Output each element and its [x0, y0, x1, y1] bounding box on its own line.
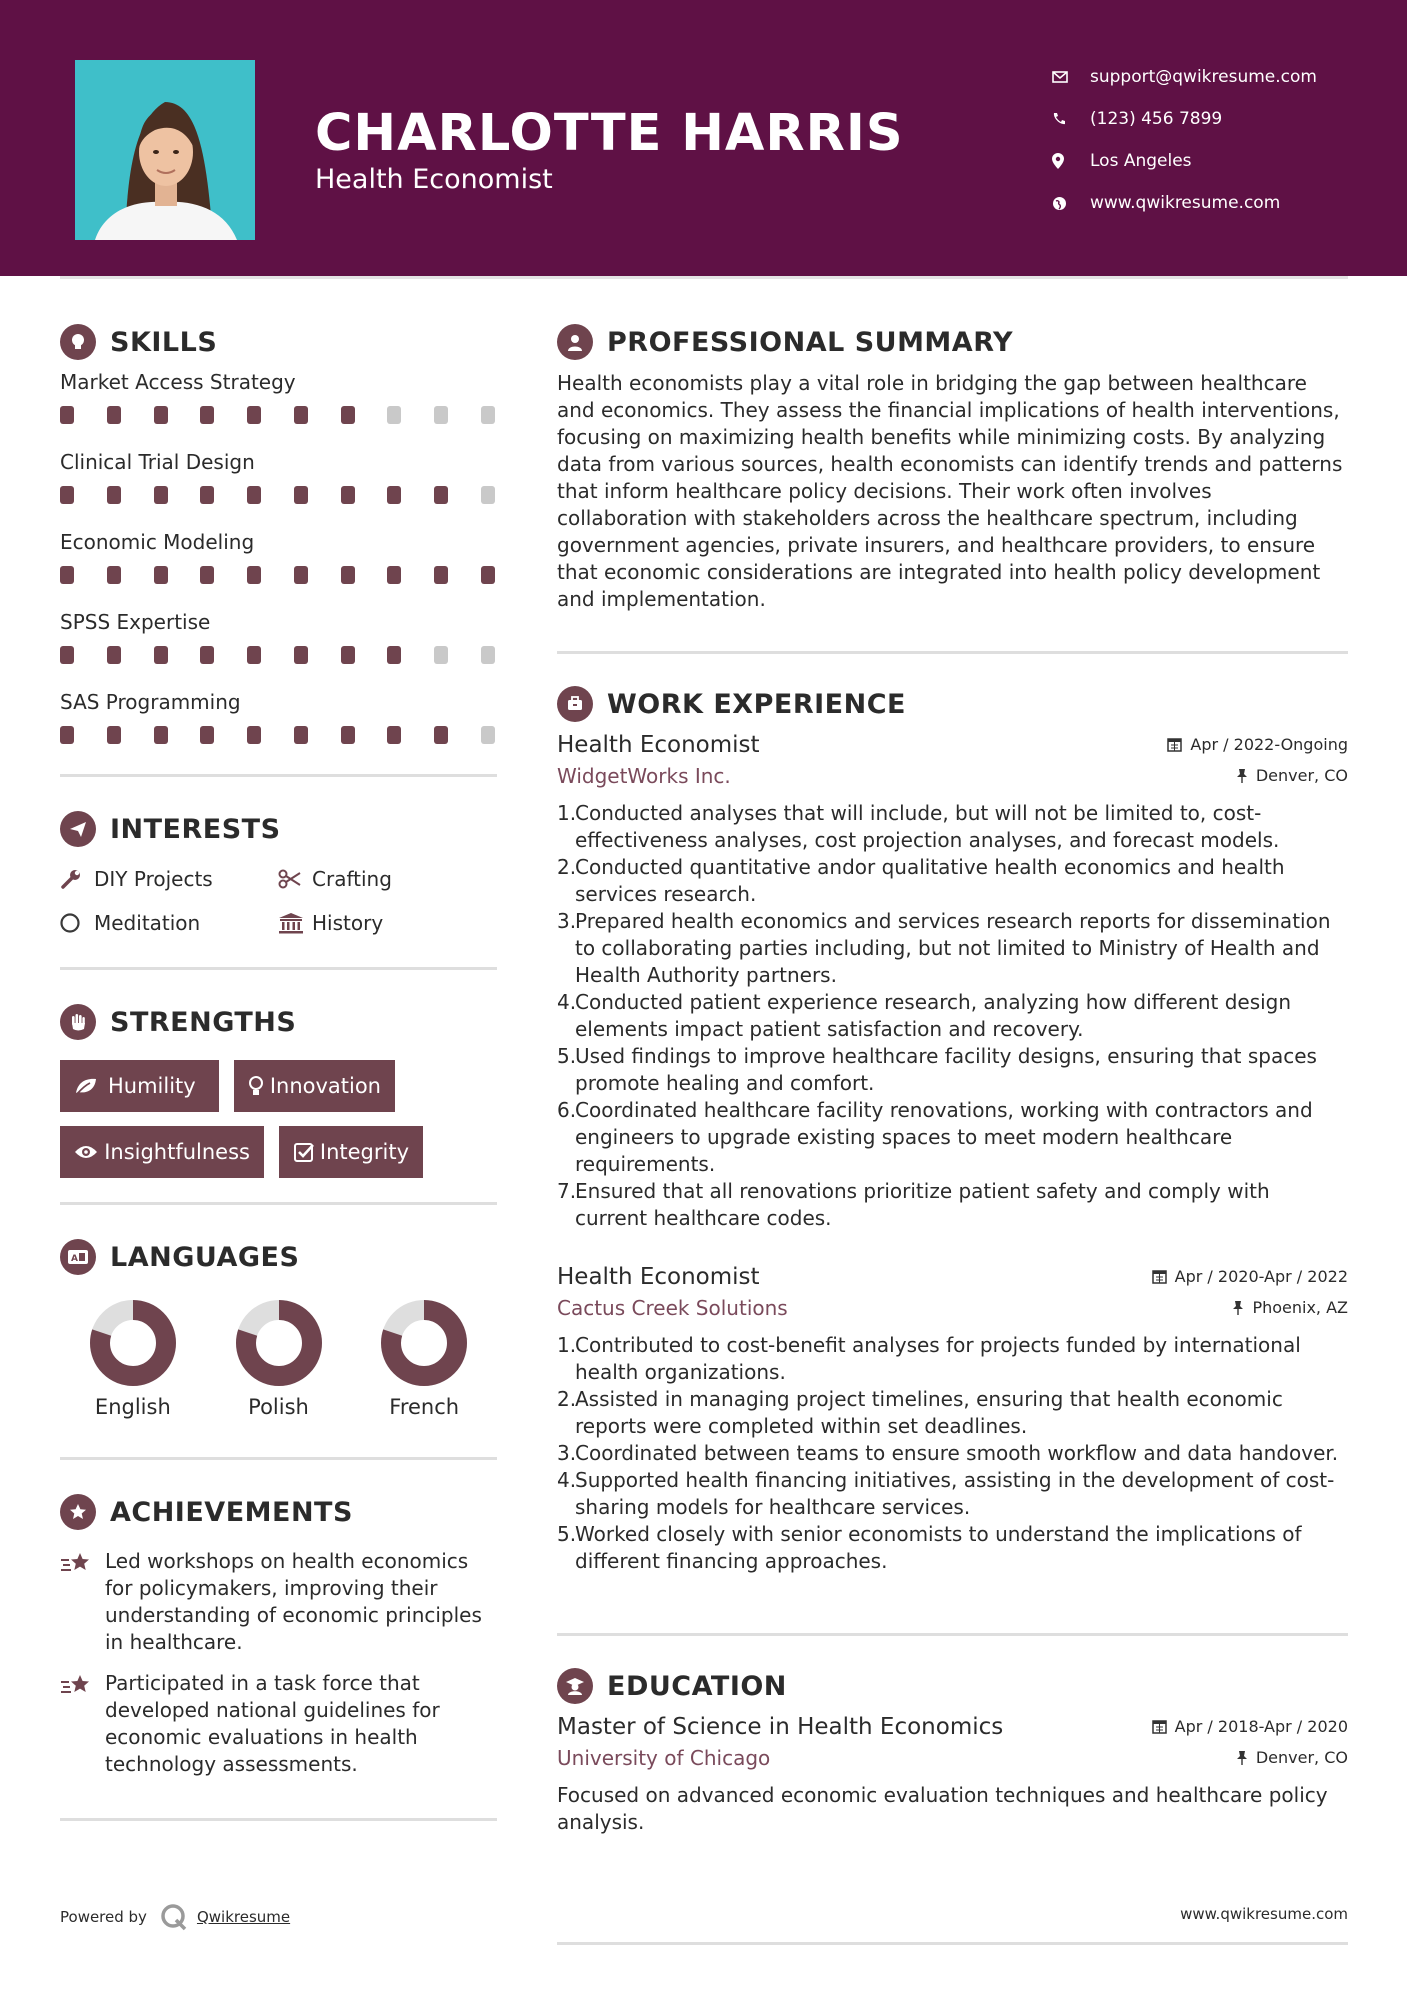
skill-rating	[60, 718, 497, 760]
skill-dot-filled	[434, 566, 448, 584]
skill-dot-filled	[107, 646, 121, 664]
degree-title: Master of Science in Health Economics	[557, 1714, 1004, 1740]
candidate-title: Health Economist	[315, 164, 553, 195]
achievements-heading: ACHIEVEMENTS	[60, 1490, 497, 1534]
skill-dot-empty	[434, 406, 448, 424]
strength-chip: Insightfulness	[60, 1126, 264, 1178]
language-item	[206, 1299, 352, 1419]
skill-dot-filled	[247, 406, 261, 424]
job-dates: Apr / 2020-Apr / 2022	[1152, 1267, 1348, 1286]
skill-rating	[60, 638, 497, 680]
school-name: University of Chicago	[557, 1746, 771, 1770]
duty-item: 4. Conducted patient experience research, analyzing how different design elements impact patient satisfaction and recovery.	[557, 990, 1292, 1041]
duty-item: 3. Coordinated between teams to ensure smooth workflow and data handover.	[557, 1441, 1339, 1465]
skill-rating	[60, 558, 497, 600]
job-entry	[557, 732, 1348, 1232]
section-divider	[557, 651, 1348, 654]
duty-item: 5. Used findings to improve healthcare facility designs, ensuring that spaces promote healing and comfort.	[557, 1044, 1317, 1095]
job-title: Health Economist	[557, 1264, 760, 1290]
strength-chip: Integrity	[279, 1126, 423, 1178]
duty-item: 3. Prepared health economics and services research reports for dissemination to collaborating parties including, but not limited to Ministry of Health and Health Authority partners.	[557, 909, 1331, 987]
summary-heading: PROFESSIONAL SUMMARY	[557, 320, 1348, 364]
contact-location	[1052, 140, 1382, 182]
skill-dot-filled	[200, 726, 214, 744]
paper-plane-icon	[60, 811, 96, 847]
strengths-heading: STRENGTHS	[60, 1000, 497, 1044]
skill-dot-filled	[481, 566, 495, 584]
pushpin-icon	[1236, 768, 1248, 783]
contact-website[interactable]	[1052, 182, 1382, 224]
skill-rating	[60, 398, 497, 440]
section-divider	[60, 1457, 497, 1460]
skill-dot-filled	[387, 646, 401, 664]
skill-dot-empty	[481, 726, 495, 744]
duty-item: 7. Ensured that all renovations prioritize patient safety and comply with current healthcare codes.	[557, 1179, 1270, 1230]
interest-item: DIY Projects	[60, 863, 278, 895]
eye-icon	[74, 1144, 104, 1160]
skill-name: Clinical Trial Design	[60, 450, 255, 474]
map-pin-icon	[1052, 153, 1090, 169]
job-title: Health Economist	[557, 732, 760, 758]
skill-dot-filled	[60, 406, 74, 424]
skill-dot-empty	[481, 406, 495, 424]
section-divider	[60, 774, 497, 777]
contact-phone[interactable]	[1052, 98, 1382, 140]
contact-phone-text: (123) 456 7899	[1090, 109, 1223, 129]
language-item	[60, 1299, 206, 1419]
strength-chip: Innovation	[234, 1060, 395, 1112]
skills-list	[60, 366, 497, 760]
skill-dot-filled	[294, 726, 308, 744]
pushpin-icon	[1232, 1300, 1244, 1315]
contact-location-text: Los Angeles	[1090, 151, 1192, 171]
circle-icon	[60, 912, 94, 934]
star-badge-icon	[60, 1494, 96, 1530]
calendar-icon	[1152, 1269, 1167, 1284]
wrench-icon	[60, 868, 94, 890]
duty-item: 5. Worked closely with senior economists to understand the implications of different financing approaches.	[557, 1522, 1302, 1573]
skill-item	[60, 526, 497, 600]
calendar-icon	[1167, 737, 1182, 752]
leaf-icon	[74, 1076, 108, 1096]
skill-dot-filled	[154, 726, 168, 744]
skill-name: Market Access Strategy	[60, 370, 296, 394]
envelope-icon	[1052, 71, 1090, 83]
right-column	[557, 320, 1348, 1836]
contact-list	[1052, 56, 1382, 224]
skill-dot-filled	[247, 486, 261, 504]
education-location: Denver, CO	[1236, 1748, 1348, 1767]
skill-dot-empty	[434, 646, 448, 664]
qwikresume-logo-icon	[159, 1902, 189, 1932]
contact-email[interactable]	[1052, 56, 1382, 98]
duty-item: 2. Assisted in managing project timelines, ensuring that health economic reports were completed within set deadlines.	[557, 1387, 1283, 1438]
skill-dot-filled	[200, 486, 214, 504]
footer-powered-by: Powered by Qwikresume	[60, 1902, 290, 1932]
interest-item: Crafting	[278, 863, 496, 895]
strengths-list	[60, 1060, 497, 1178]
duties-list	[557, 1332, 1348, 1575]
candidate-name: CHARLOTTE HARRIS	[315, 104, 904, 163]
language-item	[351, 1299, 497, 1419]
skill-dot-filled	[107, 406, 121, 424]
shooting-star-icon	[60, 1670, 105, 1778]
language-label: French	[389, 1395, 460, 1419]
skill-dot-filled	[434, 726, 448, 744]
skill-dot-filled	[154, 566, 168, 584]
skill-dot-filled	[200, 646, 214, 664]
skill-dot-filled	[387, 486, 401, 504]
pushpin-icon	[1236, 1750, 1248, 1765]
language-donut	[89, 1299, 177, 1387]
footer-divider	[557, 1942, 1348, 1945]
skill-dot-filled	[154, 486, 168, 504]
language-label: English	[94, 1395, 171, 1419]
duty-item: 1. Conducted analyses that will include, but will not be limited to, cost-effectiveness analyses, cost projection analyses, and forecast models.	[557, 801, 1280, 852]
shooting-star-icon	[60, 1548, 105, 1656]
user-icon	[557, 324, 593, 360]
skill-dot-filled	[60, 566, 74, 584]
skill-dot-filled	[341, 646, 355, 664]
skill-dot-filled	[247, 726, 261, 744]
languages-heading: A LANGUAGES	[60, 1235, 497, 1279]
skill-dot-filled	[200, 566, 214, 584]
duty-item: 4. Supported health financing initiatives, assisting in the development of cost-sharing models for healthcare services.	[557, 1468, 1335, 1519]
skill-dot-filled	[247, 646, 261, 664]
left-column	[60, 320, 497, 1821]
hand-icon	[60, 1004, 96, 1040]
skill-dot-filled	[294, 646, 308, 664]
lightbulb-icon	[60, 324, 96, 360]
strength-chip: Humility	[60, 1060, 219, 1112]
languages-list	[60, 1299, 497, 1419]
skill-dot-empty	[481, 486, 495, 504]
calendar-icon	[1152, 1719, 1167, 1734]
achievements-list	[60, 1548, 497, 1778]
skill-dot-filled	[294, 566, 308, 584]
skill-dot-filled	[107, 486, 121, 504]
job-entry	[557, 1264, 1348, 1575]
skill-dot-filled	[341, 726, 355, 744]
achievement-item: Participated in a task force that developed national guidelines for economic evaluations in health technology assessments.	[60, 1670, 497, 1778]
interest-item: Meditation	[60, 907, 278, 939]
skill-dot-filled	[341, 406, 355, 424]
skill-item	[60, 686, 497, 760]
skill-dot-empty	[387, 406, 401, 424]
section-divider	[60, 1818, 497, 1821]
skill-dot-filled	[341, 486, 355, 504]
interest-item: History	[278, 907, 496, 939]
duties-list	[557, 800, 1348, 1232]
footer-website[interactable]: www.qwikresume.com	[1180, 1905, 1348, 1923]
education-dates: Apr / 2018-Apr / 2020	[1152, 1717, 1348, 1736]
checkbox-icon	[293, 1141, 320, 1163]
section-divider	[60, 1202, 497, 1205]
skill-item	[60, 446, 497, 520]
globe-icon	[1052, 196, 1090, 211]
skill-dot-filled	[200, 406, 214, 424]
museum-icon	[278, 912, 312, 934]
qwikresume-link[interactable]: Qwikresume	[196, 1908, 291, 1926]
lightbulb-icon	[248, 1075, 270, 1097]
skill-dot-filled	[247, 566, 261, 584]
achievement-item: Led workshops on health economics for policymakers, improving their understanding of economic principles in healthcare.	[60, 1548, 497, 1656]
skill-dot-filled	[154, 406, 168, 424]
skill-dot-filled	[60, 646, 74, 664]
language-icon	[60, 1239, 96, 1275]
job-dates: Apr / 2022-Ongoing	[1167, 735, 1348, 754]
skill-name: Economic Modeling	[60, 530, 255, 554]
section-divider	[557, 1633, 1348, 1636]
experience-heading: WORK EXPERIENCE	[557, 682, 1348, 726]
summary-text: Health economists play a vital role in bridging the gap between healthcare and economics. They assess the financial implications of health interventions, focusing on maximizing health benefits while minimizing costs. By analyzing data from various sources, health economists can identify trends and patterns that inform healthcare policy decisions. Their work often involves collaboration with stakeholders across the healthcare spectrum, including government agencies, private insurers, and healthcare providers, to ensure that economic considerations are integrated into health policy development and implementation.	[557, 371, 1343, 611]
briefcase-icon	[557, 686, 593, 722]
skill-dot-filled	[387, 566, 401, 584]
resume-header	[0, 0, 1407, 276]
skill-dot-filled	[60, 486, 74, 504]
interests-list	[60, 863, 497, 939]
scissors-icon	[278, 869, 312, 889]
interests-heading: INTERESTS	[60, 807, 497, 851]
skill-dot-empty	[481, 646, 495, 664]
header-divider	[60, 276, 1348, 279]
graduate-icon	[557, 1668, 593, 1704]
skill-dot-filled	[154, 646, 168, 664]
language-label: Polish	[248, 1395, 309, 1419]
education-entry	[557, 1714, 1348, 1836]
profile-photo	[75, 60, 255, 240]
skill-name: SAS Programming	[60, 690, 241, 714]
job-location: Phoenix, AZ	[1232, 1298, 1348, 1317]
duty-item: 6. Coordinated healthcare facility renovations, working with contractors and engineers to upgrade existing spaces to meet modern healthcare requirements.	[557, 1098, 1313, 1176]
education-description: Focused on advanced economic evaluation techniques and healthcare policy analysis.	[557, 1783, 1328, 1834]
skill-dot-filled	[387, 726, 401, 744]
skill-dot-filled	[107, 726, 121, 744]
skill-item	[60, 606, 497, 680]
duty-item: 1. Contributed to cost-benefit analyses for projects funded by international health organizations.	[557, 1333, 1301, 1384]
company-name: Cactus Creek Solutions	[557, 1296, 788, 1320]
skill-dot-filled	[294, 486, 308, 504]
svg-text:A: A	[71, 1254, 78, 1264]
language-donut	[380, 1299, 468, 1387]
skill-name: SPSS Expertise	[60, 610, 211, 634]
skills-heading: SKILLS	[60, 320, 497, 364]
contact-email-text: support@qwikresume.com	[1090, 67, 1317, 87]
skill-dot-filled	[434, 486, 448, 504]
phone-icon	[1052, 112, 1090, 126]
skill-dot-filled	[294, 406, 308, 424]
skill-dot-filled	[107, 566, 121, 584]
duty-item: 2. Conducted quantitative andor qualitative health economics and health services research.	[557, 855, 1285, 906]
skill-dot-filled	[341, 566, 355, 584]
skill-dot-filled	[60, 726, 74, 744]
language-donut	[235, 1299, 323, 1387]
section-divider	[60, 967, 497, 970]
skill-rating	[60, 478, 497, 520]
education-heading: EDUCATION	[557, 1664, 1348, 1708]
contact-website-text: www.qwikresume.com	[1090, 193, 1281, 213]
job-location: Denver, CO	[1236, 766, 1348, 785]
skill-item	[60, 366, 497, 440]
company-name: WidgetWorks Inc.	[557, 764, 731, 788]
